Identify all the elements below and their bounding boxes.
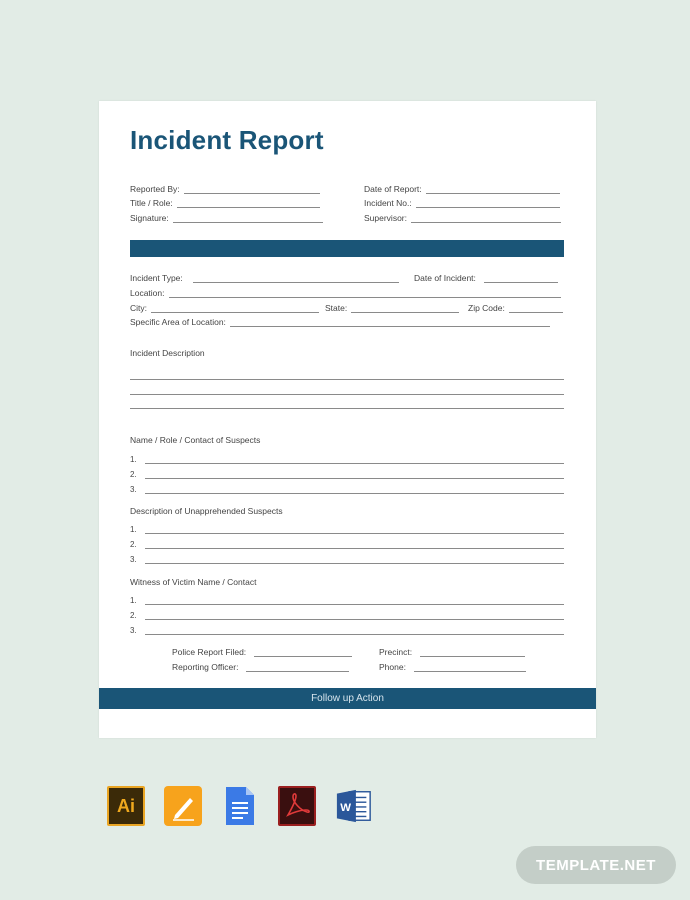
adobe-pdf-icon[interactable]	[278, 786, 316, 826]
suspect-line[interactable]	[130, 468, 564, 479]
field-label: Zip Code:	[468, 303, 505, 313]
field-reporting-officer[interactable]	[172, 661, 349, 672]
field-line[interactable]	[145, 458, 564, 464]
field-line[interactable]	[151, 307, 319, 313]
field-label: Date of Incident:	[414, 273, 476, 283]
field-date-of-incident[interactable]	[414, 272, 558, 283]
incident-report-document	[99, 101, 596, 738]
field-line[interactable]	[420, 651, 525, 657]
field-line[interactable]	[145, 473, 564, 479]
suspects-heading: Name / Role / Contact of Suspects	[130, 435, 261, 445]
field-label: Title / Role:	[130, 198, 173, 208]
svg-text:W: W	[340, 801, 351, 814]
field-reported-by[interactable]	[130, 183, 320, 194]
unapprehended-line[interactable]	[130, 553, 564, 564]
field-incident-type[interactable]	[130, 272, 399, 283]
field-label: Location:	[130, 288, 165, 298]
field-line[interactable]	[484, 277, 558, 283]
field-line[interactable]	[145, 558, 564, 564]
line-number: 2.	[130, 470, 137, 479]
field-zip-code[interactable]	[468, 302, 563, 313]
field-signature[interactable]	[130, 212, 323, 223]
unapprehended-line[interactable]	[130, 523, 564, 534]
field-title-role[interactable]	[130, 197, 320, 208]
field-label: Supervisor:	[364, 213, 407, 223]
suspect-line[interactable]	[130, 483, 564, 494]
description-line[interactable]	[130, 408, 564, 409]
field-line[interactable]	[145, 488, 564, 494]
field-police-report-filed[interactable]	[172, 646, 352, 657]
ms-word-icon[interactable]	[335, 786, 373, 826]
field-label: Reported By:	[130, 184, 180, 194]
field-label: Incident No.:	[364, 198, 412, 208]
field-city[interactable]	[130, 302, 319, 313]
field-line[interactable]	[145, 614, 564, 620]
unapprehended-line[interactable]	[130, 538, 564, 549]
format-icons-row	[107, 786, 373, 826]
field-label: Specific Area of Location:	[130, 317, 226, 327]
suspect-line[interactable]	[130, 453, 564, 464]
google-docs-icon[interactable]	[221, 786, 259, 826]
field-incident-no[interactable]	[364, 197, 560, 208]
field-label: State:	[325, 303, 348, 313]
line-number: 1.	[130, 596, 137, 605]
field-line[interactable]	[246, 666, 349, 672]
ai-icon-text: Ai	[117, 795, 135, 816]
field-line[interactable]	[509, 307, 563, 313]
field-line[interactable]	[426, 188, 560, 194]
witness-line[interactable]	[130, 594, 564, 605]
field-state[interactable]	[325, 302, 459, 313]
field-label: Date of Report:	[364, 184, 422, 194]
field-line[interactable]	[416, 202, 560, 208]
field-location[interactable]	[130, 287, 561, 298]
field-line[interactable]	[173, 217, 323, 223]
line-number: 3.	[130, 485, 137, 494]
field-phone[interactable]	[379, 661, 526, 672]
line-number: 1.	[130, 525, 137, 534]
apple-pages-icon[interactable]	[164, 786, 202, 826]
line-number: 3.	[130, 555, 137, 564]
line-number: 3.	[130, 626, 137, 635]
line-number: 1.	[130, 455, 137, 464]
template-net-watermark: TEMPLATE.NET	[516, 846, 676, 884]
field-line[interactable]	[184, 188, 320, 194]
field-line[interactable]	[145, 599, 564, 605]
document-title: Incident Report	[130, 125, 324, 155]
line-number: 2.	[130, 611, 137, 620]
field-line[interactable]	[230, 321, 550, 327]
field-specific-area[interactable]	[130, 316, 550, 327]
field-line[interactable]	[169, 292, 561, 298]
follow-up-action-band: Follow up Action	[99, 688, 596, 709]
witness-heading: Witness of Victim Name / Contact	[130, 577, 257, 587]
field-label: Precinct:	[379, 647, 413, 657]
field-date-of-report[interactable]	[364, 183, 560, 194]
adobe-illustrator-icon[interactable]	[107, 786, 145, 826]
field-line[interactable]	[145, 528, 564, 534]
field-label: Phone:	[379, 662, 406, 672]
description-line[interactable]	[130, 379, 564, 380]
incident-description-heading: Incident Description	[130, 348, 205, 358]
field-label: Reporting Officer:	[172, 662, 239, 672]
witness-line[interactable]	[130, 624, 564, 635]
field-line[interactable]	[145, 543, 564, 549]
field-line[interactable]	[145, 629, 564, 635]
field-line[interactable]	[411, 217, 561, 223]
witness-line[interactable]	[130, 609, 564, 620]
field-line[interactable]	[414, 666, 526, 672]
unapprehended-suspects-heading: Description of Unapprehended Suspects	[130, 506, 283, 516]
description-line[interactable]	[130, 394, 564, 395]
line-number: 2.	[130, 540, 137, 549]
field-line[interactable]	[193, 277, 399, 283]
field-label: Incident Type:	[130, 273, 183, 283]
field-line[interactable]	[254, 651, 352, 657]
section-divider-band	[130, 240, 564, 257]
field-label: Signature:	[130, 213, 169, 223]
field-line[interactable]	[351, 307, 459, 313]
field-label: City:	[130, 303, 147, 313]
field-supervisor[interactable]	[364, 212, 561, 223]
field-precinct[interactable]	[379, 646, 525, 657]
field-label: Police Report Filed:	[172, 647, 247, 657]
field-line[interactable]	[177, 202, 320, 208]
